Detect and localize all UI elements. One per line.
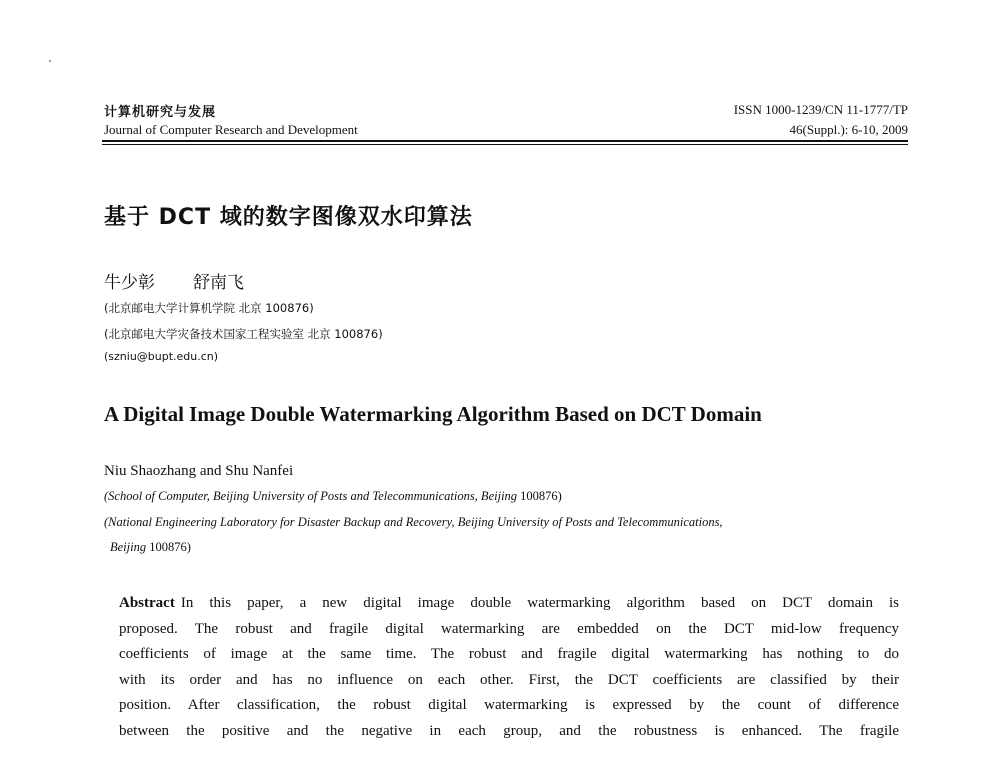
authors-en: Niu Shaozhang and Shu Nanfei (104, 463, 294, 479)
abstract-label: Abstract (119, 595, 175, 611)
paper-title-en: A Digital Image Double Watermarking Algorithm Based on DCT Domain (104, 402, 762, 426)
affiliation-en-1-text: (School of Computer, Beijing University of Posts and Telecommunications, Beijing (104, 489, 518, 503)
affiliation-cn-2: (北京邮电大学灾备技术国家工程实验室 北京 100876) (104, 327, 383, 341)
abstract-line-2: proposed. The robust and fragile digital watermarking are embedded on the DCT mid-low frequency (119, 620, 899, 637)
author-cn-1: 牛少彰 (104, 273, 155, 293)
abstract-line-5: position. After classification, the robust digital watermarking is expressed by the count of difference (119, 697, 899, 713)
affiliation-cn-1: (北京邮电大学计算机学院 北京 100876) (104, 301, 314, 315)
affiliation-en-3 (110, 540, 930, 555)
header-rule-thick (102, 140, 908, 142)
affiliation-en-1-zip: 100876) (520, 489, 562, 503)
abstract-line-1 (119, 591, 899, 617)
abstract-text-1: In this paper, a new digital image double watermarking algorithm based on DCT domain is (180, 595, 899, 611)
abstract-line-4: with its order and has no influence on each other. First, the DCT coefficients are classified by their (119, 671, 899, 688)
author-cn-2: 舒南飞 (193, 273, 244, 293)
header-rule-thin (102, 144, 908, 145)
abstract (119, 591, 899, 744)
journal-volume: 46(Suppl.): 6-10, 2009 (789, 122, 908, 137)
scan-speck (49, 60, 51, 62)
journal-name-cn: 计算机研究与发展 (104, 105, 217, 120)
abstract-line-6: between the positive and the negative in each group, and the robustness is enhanced. The fragile (119, 722, 899, 739)
affiliation-en-3-zip: 100876) (149, 540, 191, 554)
affiliation-en-3-text: Beijing (110, 540, 147, 554)
journal-name-en: Journal of Computer Research and Development (104, 122, 358, 137)
author-email: (szniu@bupt.edu.cn) (104, 350, 219, 363)
paper-title-cn: 基于 DCT 域的数字图像双水印算法 (104, 205, 473, 230)
abstract-line-3: coefficients of image at the same time. The robust and fragile digital watermarking has nothing to do (119, 646, 899, 662)
authors-cn (104, 268, 244, 293)
affiliation-en-1 (104, 489, 924, 504)
journal-issn: ISSN 1000-1239/CN 11-1777/TP (733, 102, 908, 117)
affiliation-en-2: (National Engineering Laboratory for Disaster Backup and Recovery, Beijing University of Posts and Telecommunications, (104, 515, 723, 529)
